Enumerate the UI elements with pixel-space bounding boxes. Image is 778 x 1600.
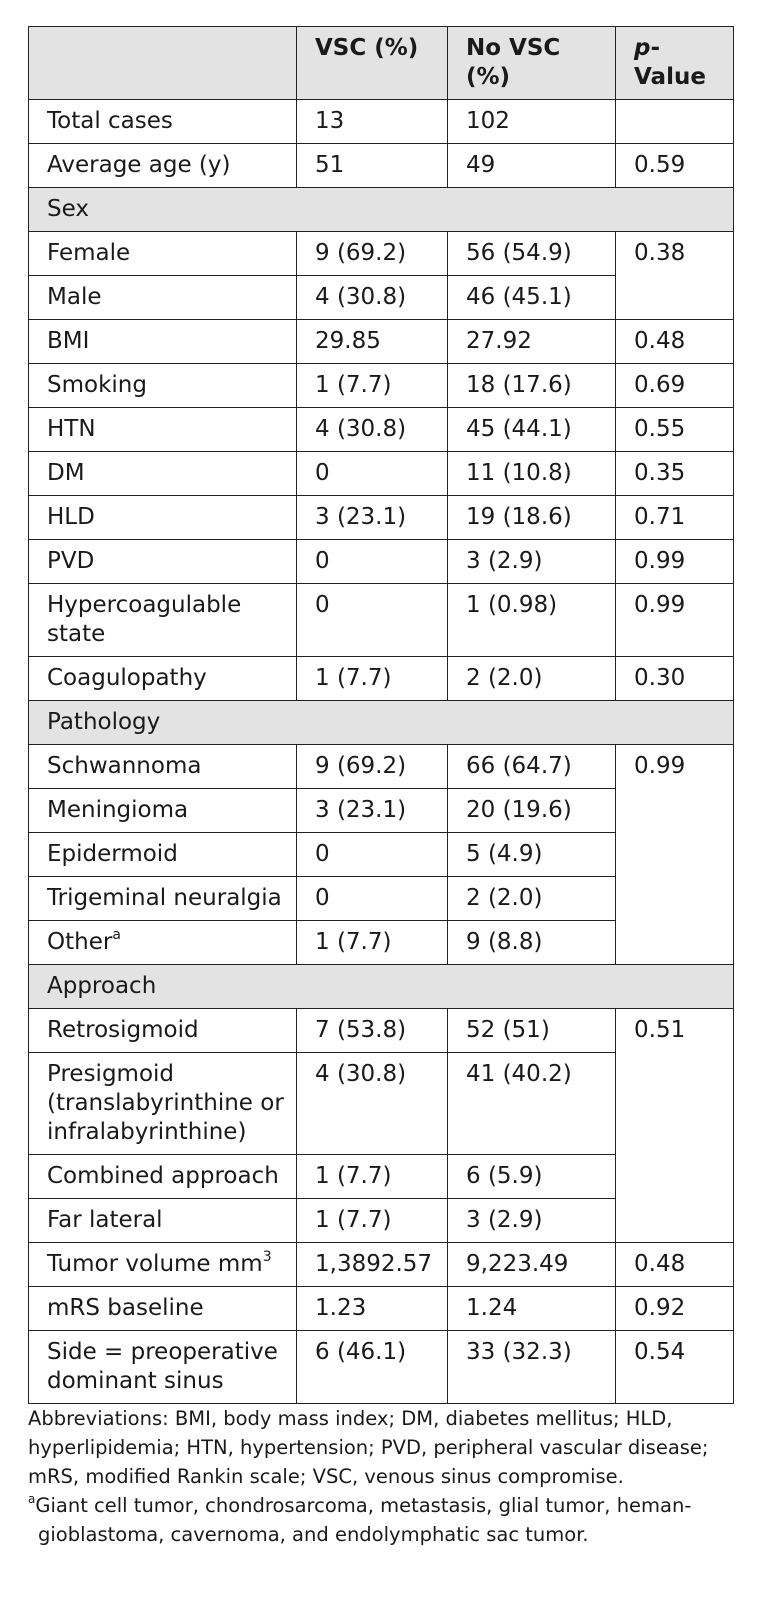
no-vsc-value: 20 (19.6) <box>448 789 616 833</box>
no-vsc-value: 19 (18.6) <box>448 496 616 540</box>
row-label <box>29 1243 297 1287</box>
vsc-value: 0 <box>297 540 448 584</box>
footnote-marker: a <box>112 927 121 943</box>
row-label: HLD <box>29 496 297 540</box>
section-label: Sex <box>29 188 734 232</box>
vsc-value: 29.85 <box>297 320 448 364</box>
header-blank <box>29 27 297 100</box>
table-header-row <box>29 27 734 100</box>
no-vsc-value: 52 (51) <box>448 1009 616 1053</box>
row-label-text: Other <box>47 929 113 955</box>
footnote-a-text: Giant cell tumor, chondrosarcoma, metastasis, glial tumor, hemangioblastoma, cavernoma, and endolymphatic sac tumor. <box>35 1494 692 1546</box>
table-row <box>29 1243 734 1287</box>
no-vsc-value: 46 (45.1) <box>448 276 616 320</box>
table-footnotes <box>28 1404 748 1549</box>
vsc-value: 4 (30.8) <box>297 1053 448 1155</box>
vsc-value: 4 (30.8) <box>297 276 448 320</box>
no-vsc-value: 1.24 <box>448 1287 616 1331</box>
p-value: 0.99 <box>616 584 734 657</box>
p-value: 0.71 <box>616 496 734 540</box>
p-value: 0.99 <box>616 745 734 965</box>
section-row-pathology <box>29 701 734 745</box>
comparison-table <box>28 26 734 1404</box>
vsc-value: 0 <box>297 452 448 496</box>
row-label: Average age (y) <box>29 144 297 188</box>
vsc-value: 9 (69.2) <box>297 745 448 789</box>
table-row <box>29 320 734 364</box>
vsc-value: 51 <box>297 144 448 188</box>
row-label-text: Tumor volume mm <box>47 1251 263 1277</box>
no-vsc-value: 102 <box>448 100 616 144</box>
section-label: Approach <box>29 965 734 1009</box>
header-vsc: VSC (%) <box>297 27 448 100</box>
no-vsc-value: 6 (5.9) <box>448 1155 616 1199</box>
table-row <box>29 540 734 584</box>
row-label: Presigmoid (translabyrinthine or infralabyrinthine) <box>29 1053 297 1155</box>
table-row <box>29 1287 734 1331</box>
vsc-value: 1.23 <box>297 1287 448 1331</box>
p-value: 0.35 <box>616 452 734 496</box>
no-vsc-value: 56 (54.9) <box>448 232 616 276</box>
table-row <box>29 1009 734 1053</box>
header-p-italic: p <box>634 35 651 61</box>
header-p-value <box>616 27 734 100</box>
no-vsc-value: 49 <box>448 144 616 188</box>
row-label <box>29 921 297 965</box>
section-row-approach <box>29 965 734 1009</box>
table-row <box>29 408 734 452</box>
no-vsc-value: 3 (2.9) <box>448 540 616 584</box>
table-row <box>29 584 734 657</box>
table-row <box>29 745 734 789</box>
vsc-value: 1,3892.57 <box>297 1243 448 1287</box>
vsc-value: 3 (23.1) <box>297 789 448 833</box>
section-label: Pathology <box>29 701 734 745</box>
table-row <box>29 364 734 408</box>
no-vsc-value: 27.92 <box>448 320 616 364</box>
no-vsc-value: 41 (40.2) <box>448 1053 616 1155</box>
row-label: Trigeminal neuralgia <box>29 877 297 921</box>
row-label: Smoking <box>29 364 297 408</box>
row-label: Far lateral <box>29 1199 297 1243</box>
vsc-value: 1 (7.7) <box>297 657 448 701</box>
p-value: 0.38 <box>616 232 734 320</box>
no-vsc-value: 9 (8.8) <box>448 921 616 965</box>
vsc-value: 0 <box>297 833 448 877</box>
p-value: 0.59 <box>616 144 734 188</box>
no-vsc-value: 45 (44.1) <box>448 408 616 452</box>
p-value: 0.54 <box>616 1331 734 1404</box>
no-vsc-value: 9,223.49 <box>448 1243 616 1287</box>
vsc-value: 4 (30.8) <box>297 408 448 452</box>
vsc-value: 1 (7.7) <box>297 364 448 408</box>
no-vsc-value: 3 (2.9) <box>448 1199 616 1243</box>
row-label: DM <box>29 452 297 496</box>
row-label: Schwannoma <box>29 745 297 789</box>
row-label: Combined approach <box>29 1155 297 1199</box>
header-value-suffix: -Value <box>634 35 706 90</box>
p-value: 0.55 <box>616 408 734 452</box>
vsc-value: 1 (7.7) <box>297 1199 448 1243</box>
header-no-vsc: No VSC (%) <box>448 27 616 100</box>
p-value: 0.69 <box>616 364 734 408</box>
vsc-value: 6 (46.1) <box>297 1331 448 1404</box>
no-vsc-value: 2 (2.0) <box>448 877 616 921</box>
row-label: PVD <box>29 540 297 584</box>
p-value: 0.30 <box>616 657 734 701</box>
vsc-value: 1 (7.7) <box>297 921 448 965</box>
table-row <box>29 496 734 540</box>
section-row-sex <box>29 188 734 232</box>
p-value <box>616 100 734 144</box>
row-label: Meningioma <box>29 789 297 833</box>
abbreviations-note: Abbreviations: BMI, body mass index; DM, diabetes mellitus; HLD, hyperlipidemia; HTN, hypertension; PVD, peripheral vascular disease; mRS, modified Rankin scale; VSC, venous sinus compromise. <box>28 1407 709 1488</box>
no-vsc-value: 5 (4.9) <box>448 833 616 877</box>
p-value: 0.48 <box>616 1243 734 1287</box>
p-value: 0.99 <box>616 540 734 584</box>
table-row <box>29 1331 734 1404</box>
row-label: Male <box>29 276 297 320</box>
row-label: HTN <box>29 408 297 452</box>
vsc-value: 9 (69.2) <box>297 232 448 276</box>
no-vsc-value: 66 (64.7) <box>448 745 616 789</box>
row-label: Side = preoperative dominant sinus <box>29 1331 297 1404</box>
footnote-a-marker: a <box>28 1492 36 1506</box>
p-value: 0.92 <box>616 1287 734 1331</box>
no-vsc-value: 2 (2.0) <box>448 657 616 701</box>
vsc-value: 3 (23.1) <box>297 496 448 540</box>
vsc-value: 0 <box>297 877 448 921</box>
row-label: Epidermoid <box>29 833 297 877</box>
no-vsc-value: 1 (0.98) <box>448 584 616 657</box>
vsc-value: 0 <box>297 584 448 657</box>
p-value: 0.48 <box>616 320 734 364</box>
footnote-a <box>28 1491 748 1549</box>
no-vsc-value: 18 (17.6) <box>448 364 616 408</box>
vsc-value: 1 (7.7) <box>297 1155 448 1199</box>
no-vsc-value: 33 (32.3) <box>448 1331 616 1404</box>
no-vsc-value: 11 (10.8) <box>448 452 616 496</box>
table-row <box>29 144 734 188</box>
row-label: mRS baseline <box>29 1287 297 1331</box>
table-row <box>29 232 734 276</box>
table-row <box>29 452 734 496</box>
table-row <box>29 100 734 144</box>
vsc-value: 13 <box>297 100 448 144</box>
row-label: Hypercoagulable state <box>29 584 297 657</box>
unit-superscript: 3 <box>262 1249 272 1265</box>
row-label: Female <box>29 232 297 276</box>
row-label: Retrosigmoid <box>29 1009 297 1053</box>
p-value: 0.51 <box>616 1009 734 1243</box>
table-row <box>29 657 734 701</box>
row-label: BMI <box>29 320 297 364</box>
row-label: Coagulopathy <box>29 657 297 701</box>
row-label: Total cases <box>29 100 297 144</box>
vsc-value: 7 (53.8) <box>297 1009 448 1053</box>
